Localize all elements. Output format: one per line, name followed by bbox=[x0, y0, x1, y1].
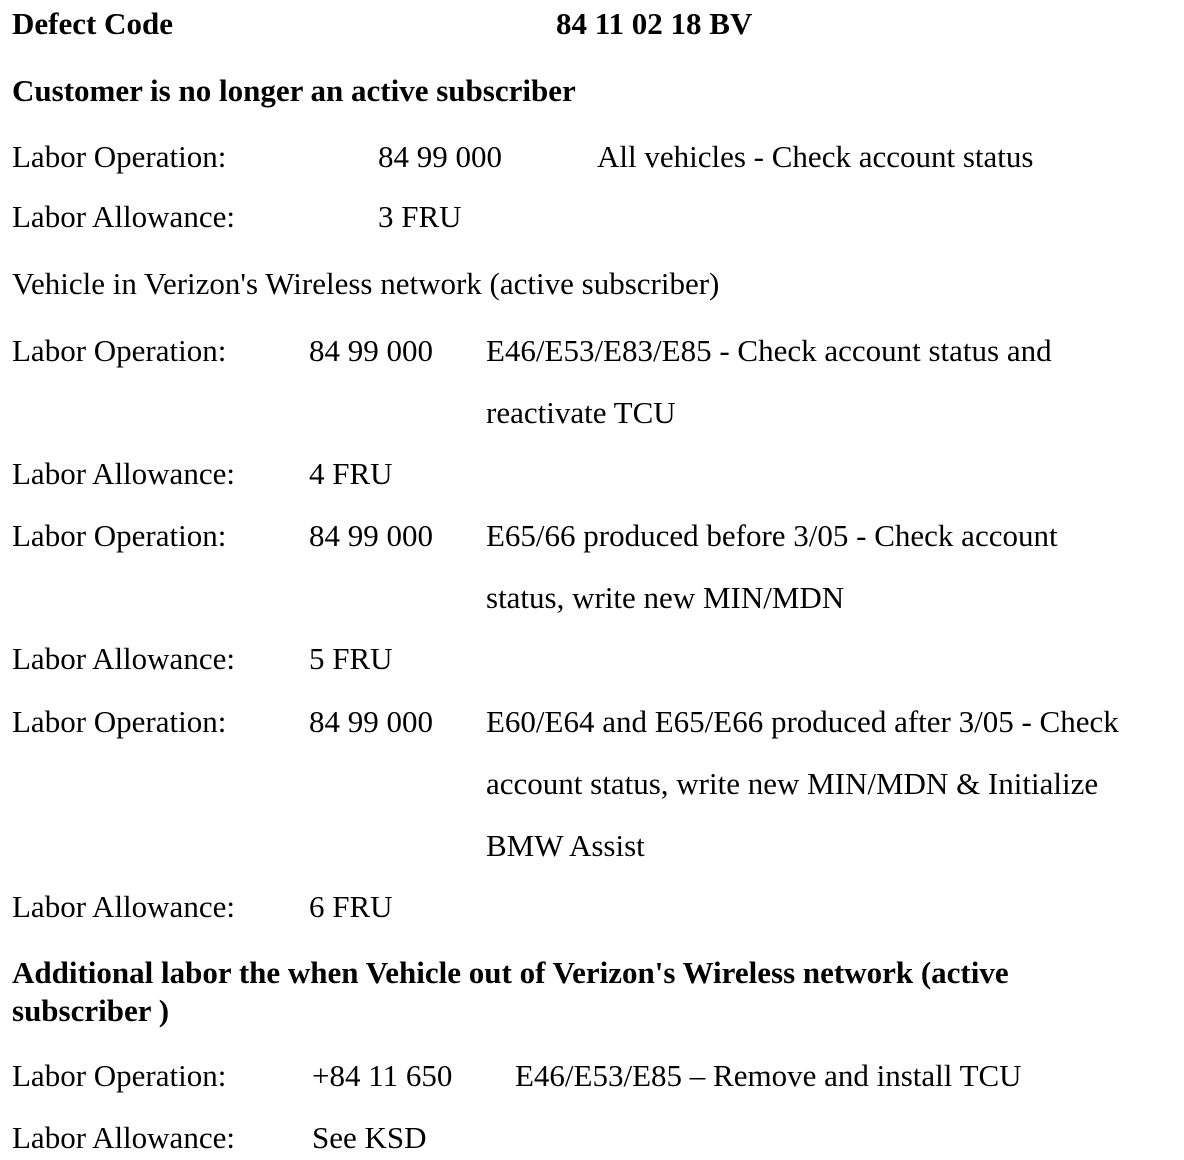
labor-operation-label: Labor Operation: bbox=[12, 518, 227, 553]
labor-allowance-value: 4 FRU bbox=[309, 456, 393, 491]
labor-allowance-label: Labor Allowance: bbox=[12, 456, 235, 491]
labor-allowance-value: 3 FRU bbox=[378, 199, 462, 234]
section1-heading: Customer is no longer an active subscriber bbox=[12, 73, 576, 108]
labor-allowance-label: Labor Allowance: bbox=[12, 199, 235, 234]
labor-allowance-label: Labor Allowance: bbox=[12, 641, 235, 676]
labor-allowance-label: Labor Allowance: bbox=[12, 1120, 235, 1155]
labor-operation-description-line: E65/66 produced before 3/05 - Check account bbox=[486, 518, 1058, 553]
section3-heading-line: Additional labor the when Vehicle out of Verizon's Wireless network (active bbox=[12, 955, 1009, 990]
labor-operation-label: Labor Operation: bbox=[12, 333, 227, 368]
labor-operation-description: E46/E53/E85 – Remove and install TCU bbox=[515, 1058, 1022, 1093]
defect-code-value: 84 11 02 18 BV bbox=[556, 6, 753, 41]
labor-operation-label: Labor Operation: bbox=[12, 1058, 227, 1093]
labor-operation-number: 84 99 000 bbox=[378, 139, 502, 174]
labor-operation-description-line: status, write new MIN/MDN bbox=[486, 580, 845, 615]
labor-operation-description-line: account status, write new MIN/MDN & Initialize bbox=[486, 766, 1099, 801]
labor-allowance-value: 5 FRU bbox=[309, 641, 393, 676]
labor-operation-description-line: BMW Assist bbox=[486, 828, 645, 863]
labor-operation-description: All vehicles - Check account status bbox=[597, 139, 1034, 174]
labor-allowance-value: See KSD bbox=[312, 1120, 427, 1155]
labor-operation-number: 84 99 000 bbox=[309, 518, 433, 553]
defect-code-label: Defect Code bbox=[12, 6, 173, 41]
labor-allowance-value: 6 FRU bbox=[309, 889, 393, 924]
labor-operation-description-line: E46/E53/E83/E85 - Check account status and bbox=[486, 333, 1052, 368]
labor-operation-number: +84 11 650 bbox=[312, 1058, 453, 1093]
labor-operation-number: 84 99 000 bbox=[309, 333, 433, 368]
section3-heading-line: subscriber ) bbox=[12, 993, 170, 1028]
labor-operation-description-line: E60/E64 and E65/E66 produced after 3/05 - Check bbox=[486, 704, 1119, 739]
labor-operation-label: Labor Operation: bbox=[12, 704, 227, 739]
labor-operation-number: 84 99 000 bbox=[309, 704, 433, 739]
labor-operation-label: Labor Operation: bbox=[12, 139, 227, 174]
labor-allowance-label: Labor Allowance: bbox=[12, 889, 235, 924]
section2-heading: Vehicle in Verizon's Wireless network (active subscriber) bbox=[12, 266, 720, 301]
labor-operation-description-line: reactivate TCU bbox=[486, 395, 676, 430]
